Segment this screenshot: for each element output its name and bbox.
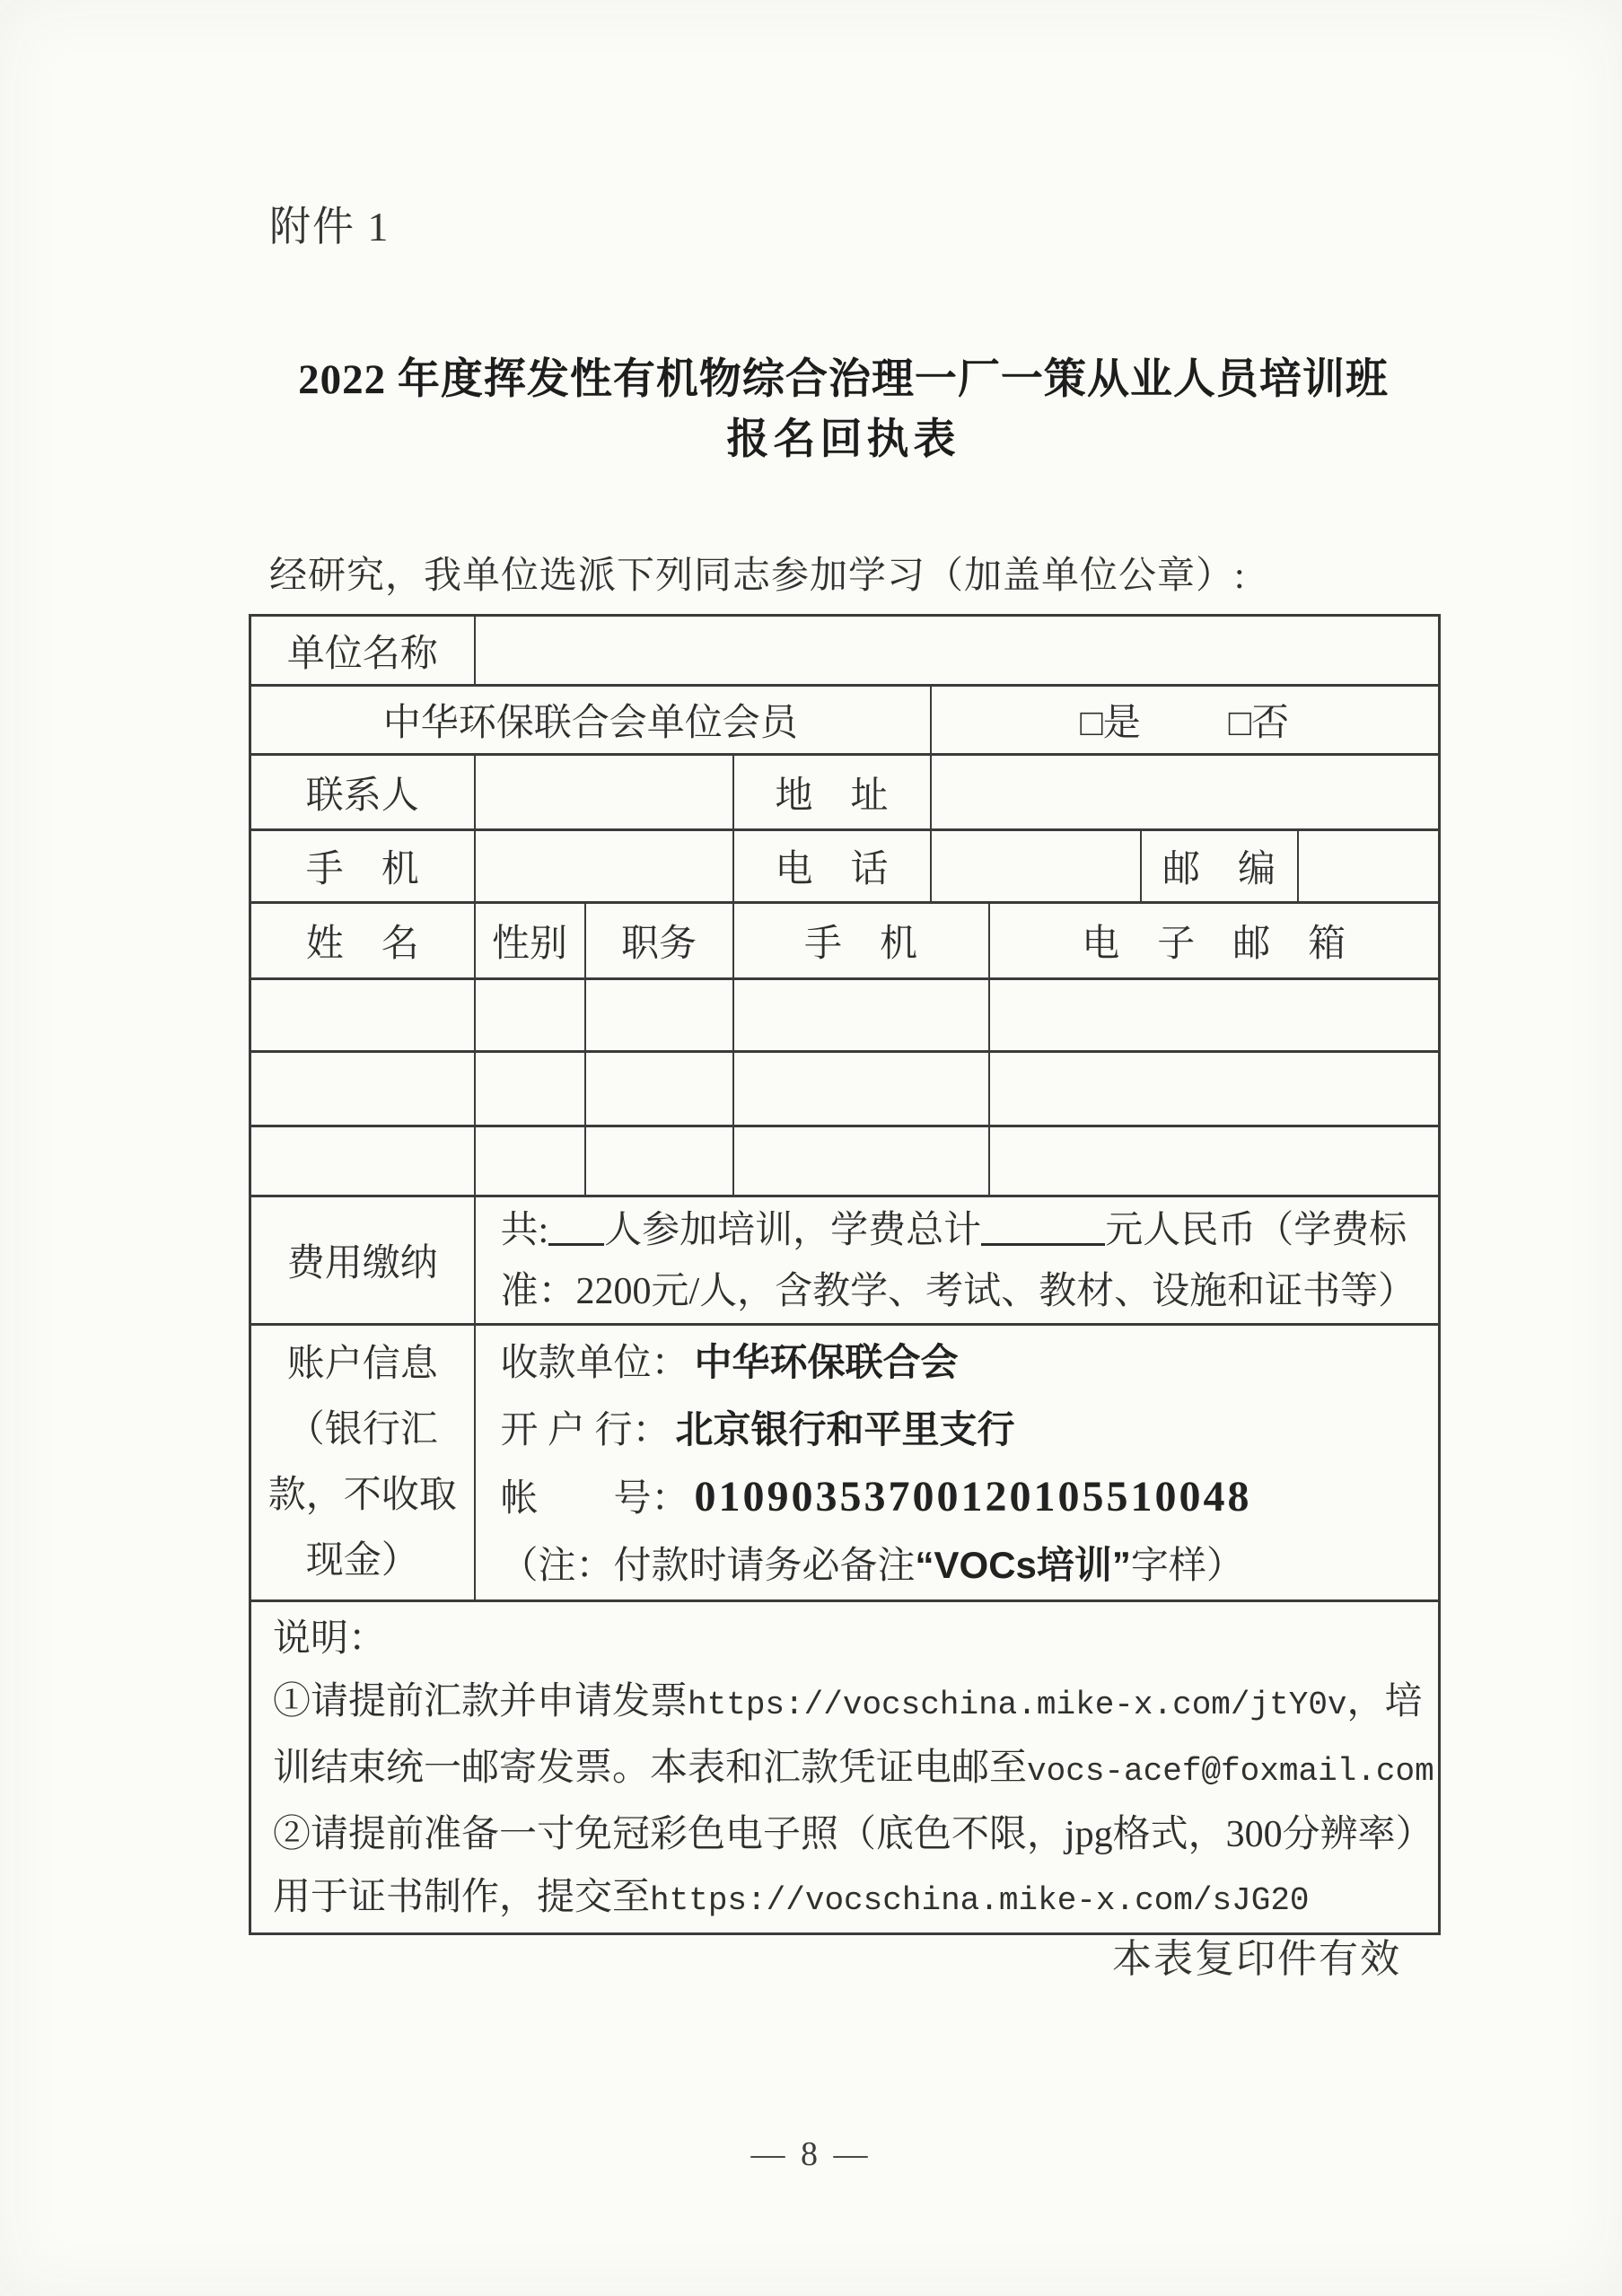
notes-row	[250, 1601, 1440, 1934]
membership-row	[250, 686, 1440, 755]
attachment-label: 附件 1	[269, 204, 390, 250]
phone-label: 电 话	[733, 830, 931, 903]
mobile-value	[475, 830, 733, 903]
note-1	[273, 1670, 1438, 1737]
bank-line	[501, 1397, 1439, 1464]
address-label: 地 址	[733, 755, 931, 830]
roster-empty-row	[250, 1126, 1440, 1196]
membership-choice-cell	[931, 686, 1440, 755]
account-label	[250, 1325, 475, 1601]
unit-name-label: 单位名称	[250, 616, 475, 686]
payee-value: 中华环保联合会	[694, 1341, 959, 1383]
note-1-end: ，培	[1346, 1681, 1423, 1722]
roster-header-gender: 性别	[475, 903, 585, 979]
fee-label: 费用缴纳	[250, 1196, 475, 1325]
account-label-line: 账户信息	[286, 1343, 438, 1385]
roster-cell-mobile	[733, 979, 989, 1052]
contact-email: vocs-acef@foxmail.com	[1027, 1753, 1434, 1790]
note-4-text: 用于证书制作，提交至	[273, 1877, 651, 1918]
contact-value	[475, 755, 733, 830]
roster-empty-row	[250, 1052, 1440, 1126]
payee-line	[501, 1329, 1439, 1397]
fee-line1-mid: 人参加培训，学费总计	[604, 1210, 982, 1251]
fee-line-2: 准：2200元/人，含教学、考试、教材、设施和证书等）	[500, 1271, 1416, 1312]
roster-cell-name	[250, 1052, 475, 1126]
member-yes-checkbox: □是	[1080, 703, 1141, 744]
roster-cell-email	[989, 979, 1440, 1052]
roster-cell-position	[585, 1052, 733, 1126]
note-1-text: ①请提前汇款并申请发票	[273, 1681, 688, 1722]
contact-label: 联系人	[250, 755, 475, 830]
membership-label: 中华环保联合会单位会员	[250, 686, 931, 755]
roster-header-email: 电 子 邮 箱	[989, 903, 1440, 979]
notes-cell	[250, 1601, 1440, 1934]
photo-submit-url: https://vocschina.mike-x.com/sJG20	[650, 1882, 1310, 1919]
unit-name-value	[475, 616, 1440, 686]
payment-note-line	[501, 1532, 1439, 1599]
note-2-text: 训结束统一邮寄发票。本表和汇款凭证电邮至	[273, 1748, 1028, 1789]
notes-title: 说明：	[273, 1618, 387, 1660]
roster-cell-email	[989, 1126, 1440, 1196]
registration-table	[249, 614, 1441, 1935]
intro-text: 经研究，我单位选派下列同志参加学习（加盖单位公章）:	[269, 556, 1246, 597]
roster-cell-gender	[475, 979, 585, 1052]
roster-cell-position	[585, 979, 733, 1052]
note-3: ②请提前准备一寸免冠彩色电子照（底色不限，jpg格式，300分辨率）	[273, 1814, 1433, 1855]
address-value	[931, 755, 1440, 830]
title-line-1: 2022 年度挥发性有机物综合治理一厂一策从业人员培训班	[298, 356, 1389, 403]
roster-cell-name	[250, 979, 475, 1052]
postcode-label: 邮 编	[1141, 830, 1298, 903]
account-row	[250, 1325, 1440, 1601]
document-title	[249, 350, 1438, 470]
payment-note-pre: （注：付款时请务必备注	[500, 1546, 916, 1587]
account-label-line: 款，不收取	[267, 1474, 457, 1516]
note-4	[273, 1866, 1438, 1932]
copy-valid-note: 本表复印件有效	[1112, 1937, 1401, 1981]
mobile-label: 手 机	[250, 830, 475, 903]
roster-cell-gender	[475, 1126, 585, 1196]
phone-value	[931, 830, 1141, 903]
roster-cell-name	[250, 1126, 475, 1196]
roster-cell-mobile	[733, 1052, 989, 1126]
fee-row	[250, 1196, 1440, 1325]
account-number-line	[501, 1464, 1439, 1532]
contact-row	[250, 755, 1440, 830]
roster-cell-position	[585, 1126, 733, 1196]
title-line-2: 报名回执表	[726, 416, 960, 463]
note-2	[273, 1737, 1438, 1803]
fee-blank-count	[548, 1241, 604, 1246]
account-label-line: 现金）	[305, 1539, 419, 1582]
roster-cell-email	[989, 1052, 1440, 1126]
account-label-line: （银行汇	[286, 1408, 438, 1450]
page-number: — 8 —	[750, 2135, 872, 2173]
fee-line-1	[501, 1200, 1439, 1261]
roster-cell-gender	[475, 1052, 585, 1126]
postcode-value	[1298, 830, 1440, 903]
roster-cell-mobile	[733, 1126, 989, 1196]
fee-blank-total	[981, 1241, 1105, 1246]
bank-value: 北京银行和平里支行	[675, 1408, 1015, 1450]
payee-label: 收款单位：	[500, 1343, 689, 1384]
mobile-phone-row	[250, 830, 1440, 903]
account-number-value: 01090353700120105510048	[694, 1473, 1252, 1520]
payment-note-end: 字样）	[1130, 1546, 1244, 1587]
roster-header-mobile: 手 机	[733, 903, 989, 979]
roster-header-name: 姓 名	[250, 903, 475, 979]
account-number-label: 帐 号：	[500, 1478, 689, 1520]
account-details-cell	[475, 1325, 1440, 1601]
payment-note-bold: “VOCs培训”	[915, 1544, 1131, 1586]
fee-text-cell	[475, 1196, 1440, 1325]
fee-line1-end: 元人民币（学费标	[1105, 1210, 1407, 1251]
roster-header-position: 职务	[585, 903, 733, 979]
invoice-url: https://vocschina.mike-x.com/jtY0v	[688, 1687, 1347, 1723]
bank-label: 开 户 行：	[500, 1410, 671, 1451]
roster-empty-row	[250, 979, 1440, 1052]
member-no-checkbox: □否	[1228, 703, 1290, 744]
roster-header-row	[250, 903, 1440, 979]
unit-name-row	[250, 616, 1440, 686]
fee-line1-pre: 共:	[500, 1210, 549, 1251]
